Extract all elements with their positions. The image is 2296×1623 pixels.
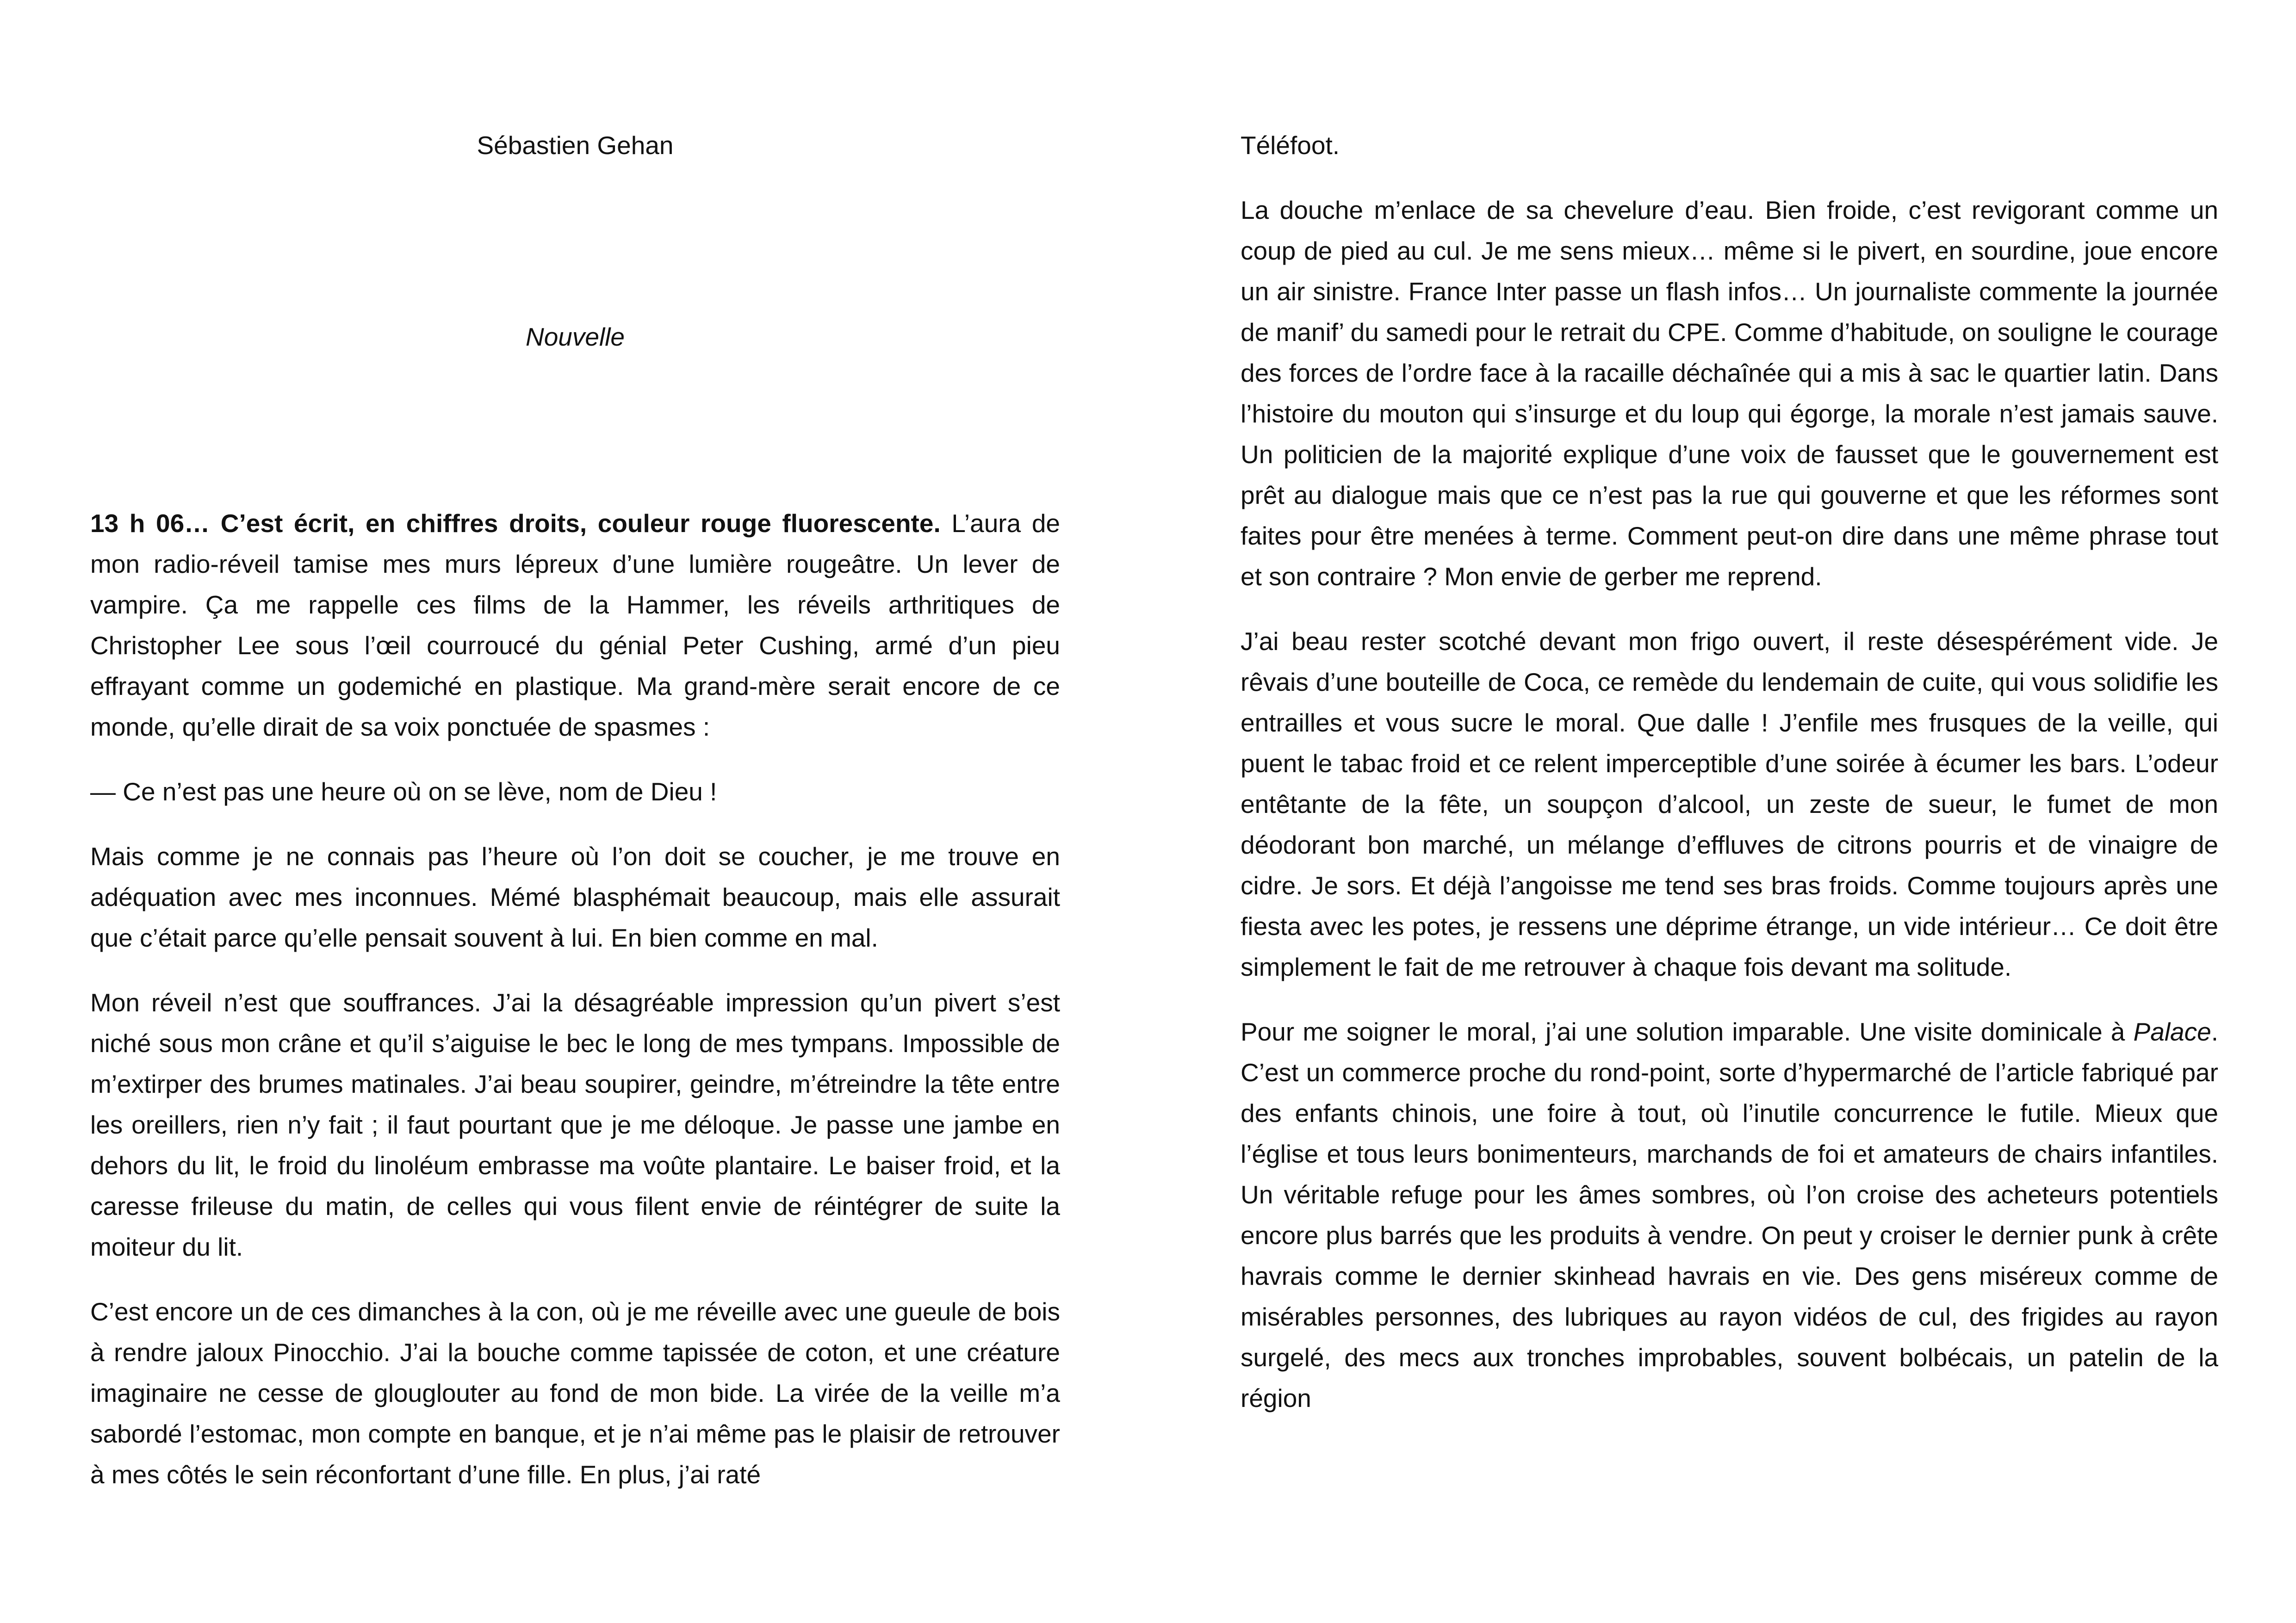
palace-italic: Palace (2133, 1017, 2211, 1046)
opening-bold-sentence: 13 h 06… C’est écrit, en chiffres droits, couleur rouge fluorescente. (90, 509, 941, 538)
paragraph-dialogue: — Ce n’est pas une heure où on se lève, nom de Dieu ! (90, 777, 717, 806)
paragraph-rest: . C’est un commerce proche du rond-point, sorte d’hypermarché de l’article fabriqué par des enfants chinois, une foire à tout, où l’inutile concurrence le futile. Mieux que l’église et tous leurs bonimenteurs, marchands de foi et amateurs de chairs infantiles. Un véritable refuge pour les âmes sombres, où l’on croise des acheteurs potentiels encore plus barrés que les produits à vendre. On peut y croiser le dernier punk à crête havrais comme le dernier skinhead havrais en vie. Des gens miséreux comme de misérables personnes, des lubriques au rayon vidéos de cul, des frigides au rayon surgelé, des mecs aux tronches improbables, souvent bolbécais, un patelin de la région (1241, 1017, 2218, 1412)
opening-rest: L’aura de mon radio-réveil tamise mes murs lépreux d’une lumière rougeâtre. Un lever de vampire. Ça me rappelle ces films de la Hammer, les réveils arthritiques de Christopher Lee sous l’œil courroucé du génial Peter Cushing, armé d’un pieu effrayant comme un godemiché en plastique. Ma grand-mère serait encore de ce monde, qu’elle dirait de sa voix ponctuée de spasmes : (90, 509, 1060, 741)
paragraph-continuation: Téléfoot. (1241, 131, 1340, 160)
paragraph: C’est encore un de ces dimanches à la con, où je me réveille avec une gueule de bois à rendre jaloux Pinocchio. J’ai la bouche comme tapissée de coton, et une créature imaginaire ne cesse de glouglouter au fond de mon bide. La virée de la veille m’a sabordé l’estomac, mon compte en banque, et je n’ai même pas le plaisir de retrouver à mes côtés le sein réconfortant d’une fille. En plus, j’ai raté (90, 1297, 1060, 1489)
right-page (1148, 0, 2296, 1623)
paragraph-start: Pour me soigner le moral, j’ai une solution imparable. Une visite dominicale à (1241, 1017, 2134, 1046)
paragraph: La douche m’enlace de sa chevelure d’eau. Bien froide, c’est revigorant comme un coup de pied au cul. Je me sens mieux… même si le pivert, en sourdine, joue encore un air sinistre. France Inter passe un flash infos… Un journaliste commente la journée de manif’ du samedi pour le retrait du CPE. Comme d’habitude, on souligne le courage des forces de l’ordre face à la racaille déchaînée qui a mis à sac le quartier latin. Dans l’histoire du mouton qui s’insurge et du loup qui égorge, la morale n’est jamais sauve. Un politicien de la majorité explique d’une voix de fausset que le gouvernement est prêt au dialogue mais que ce n’est pas la rue qui gouverne et que les réformes sont faites pour être menées à terme. Comment peut-on dire dans une même phrase tout et son contraire ? Mon envie de gerber me reprend. (1241, 196, 2218, 591)
genre-label: Nouvelle (525, 322, 625, 351)
paragraph: J’ai beau rester scotché devant mon frigo ouvert, il reste désespérément vide. Je rêvais d’une bouteille de Coca, ce remède du lendemain de cuite, qui vous solidifie les entrailles et vous sucre le moral. Que dalle ! J’enfile mes frusques de la veille, qui puent le tabac froid et ce relent imperceptible d’une soirée à écumer les bars. L’odeur entêtante de la fête, un soupçon d’alcool, un zeste de sueur, le fumet de mon déodorant bon marché, un mélange d’effluves de citrons pourris et de vinaigre de cidre. Je sors. Et déjà l’angoisse me tend ses bras froids. Comme toujours après une fiesta avec les potes, je ressens une déprime étrange, un vide intérieur… Ce doit être simplement le fait de me retrouver à chaque fois devant ma solitude. (1241, 627, 2218, 981)
paragraph (1241, 1011, 2218, 1419)
paragraph: Mais comme je ne connais pas l’heure où l’on doit se coucher, je me trouve en adéquation avec mes inconnues. Mémé blasphémait beaucoup, mais elle assurait que c’était parce qu’elle pensait souvent à lui. En bien comme en mal. (90, 842, 1060, 952)
paragraph-opening (90, 503, 1060, 747)
author-name: Sébastien Gehan (477, 131, 674, 160)
paragraph: Mon réveil n’est que souffrances. J’ai la désagréable impression qu’un pivert s’est niché sous mon crâne et qu’il s’aiguise le bec le long de mes tympans. Impossible de m’extirper des brumes matinales. J’ai beau soupirer, geindre, m’étreindre la tête entre les oreillers, rien n’y fait ; il faut pourtant que je me déloque. Je passe une jambe en dehors du lit, le froid du linoléum embrasse ma voûte plantaire. Le baiser froid, et la caresse frileuse du matin, de celles qui vous filent envie de réintégrer de suite la moiteur du lit. (90, 988, 1060, 1261)
